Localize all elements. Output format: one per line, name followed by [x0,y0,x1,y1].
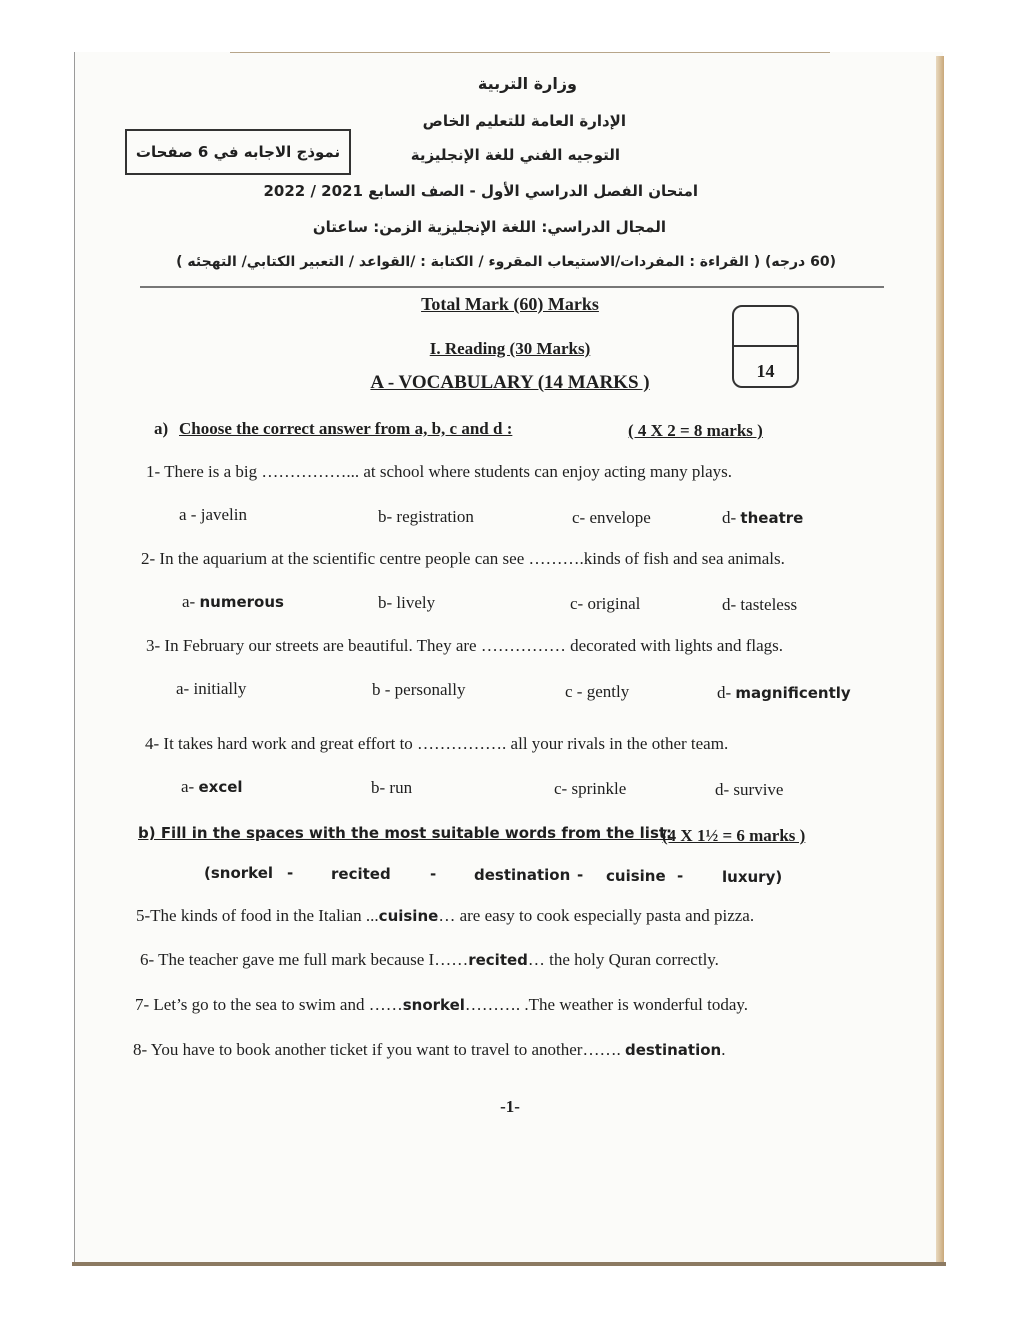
score-box [732,305,799,388]
sentence-7: 7- Let’s go to the sea to swim and ……snorkel………. .The weather is wonderful today. [135,995,749,1014]
exam-components: (60 درجه) ( القراءة : المفردات/الاستيعاب المقروء / الكتابة : /القواعد / التعبير الكتابي/ التهجئه ) [176,254,836,270]
score-value: 14 [756,361,775,381]
score-box-divider [734,345,797,347]
q2-option-d: d- tasteless [722,595,798,614]
sheet-bottom-edge [72,1262,946,1266]
ministry-title: وزارة التربية [477,74,577,93]
word-separator: - [677,867,684,885]
sheet-right-edge [936,56,944,1264]
question-1: 1- There is a big ……………... at school where students can enjoy acting many plays. [146,462,733,481]
section-a-marks: ( 4 X 2 = 8 marks ) [628,421,763,440]
q2-option-c: c- original [570,594,641,613]
subject-time: المجال الدراسي: اللغة الإنجليزية الزمن: ساعتان [312,218,666,236]
section-a-instruction: Choose the correct answer from a, b, c and d : [179,419,513,438]
word-recited: recited [331,865,391,883]
q4-option-a: a- excel [181,777,243,796]
supervision-title: التوجيه الفني للغة الإنجليزية [410,146,620,164]
section-b-instruction: b) Fill in the spaces with the most suitable words from the list: [138,824,673,842]
q1-option-a: a - javelin [179,505,247,524]
question-2: 2- In the aquarium at the scientific centre people can see ……….kinds of fish and sea animals. [141,549,785,568]
exam-title: امتحان الفصل الدراسي الأول - الصف السابع 2021 / 2022 [263,182,698,200]
word-separator: - [287,864,294,882]
question-4: 4- It takes hard work and great effort to ……………. all your rivals in the other team. [145,734,729,753]
word-separator: - [577,866,584,884]
question-3: 3- In February our streets are beautiful. They are …………… decorated with lights and flags. [146,636,783,655]
q3-option-a: a- initially [176,679,247,698]
word-luxury: luxury) [722,868,783,886]
vocabulary-title: A - VOCABULARY (14 MARKS ) [370,372,650,393]
q1-option-d: d- theatre [722,508,804,527]
sheet-top-edge [230,52,830,53]
sentence-8: 8- You have to book another ticket if you want to travel to another……. destination. [133,1040,726,1059]
section-b-marks: (4 X 1½ = 6 marks ) [662,826,806,845]
q2-option-a: a- numerous [182,592,284,611]
q2-option-b: b- lively [378,593,436,612]
department-title: الإدارة العامة للتعليم الخاص [422,112,626,130]
q4-option-d: d- survive [715,780,784,799]
sentence-6: 6- The teacher gave me full mark because I……recited… the holy Quran correctly. [140,950,719,969]
page-number: -1- [500,1097,520,1116]
q4-option-b: b- run [371,778,413,797]
word-snorkel: (snorkel [204,864,274,882]
q3-option-b: b - personally [372,680,466,699]
header-divider [140,286,884,288]
q3-option-c: c - gently [565,682,630,701]
word-separator: - [430,865,437,883]
q1-option-c: c- envelope [572,508,651,527]
q3-option-d: d- magnificently [717,683,851,702]
q1-option-b: b- registration [378,507,474,526]
answer-note-box: نموذج الاجابه في 6 صفحات [125,129,351,175]
reading-title: I. Reading (30 Marks) [429,339,591,358]
word-cuisine: cuisine [606,867,666,885]
word-destination: destination [474,866,571,884]
q4-option-c: c- sprinkle [554,779,627,798]
sentence-5: 5-The kinds of food in the Italian ...cuisine… are easy to cook especially pasta and pizza. [136,906,755,925]
total-mark: Total Mark (60) Marks [421,294,599,314]
section-a-label: a) [154,419,169,438]
